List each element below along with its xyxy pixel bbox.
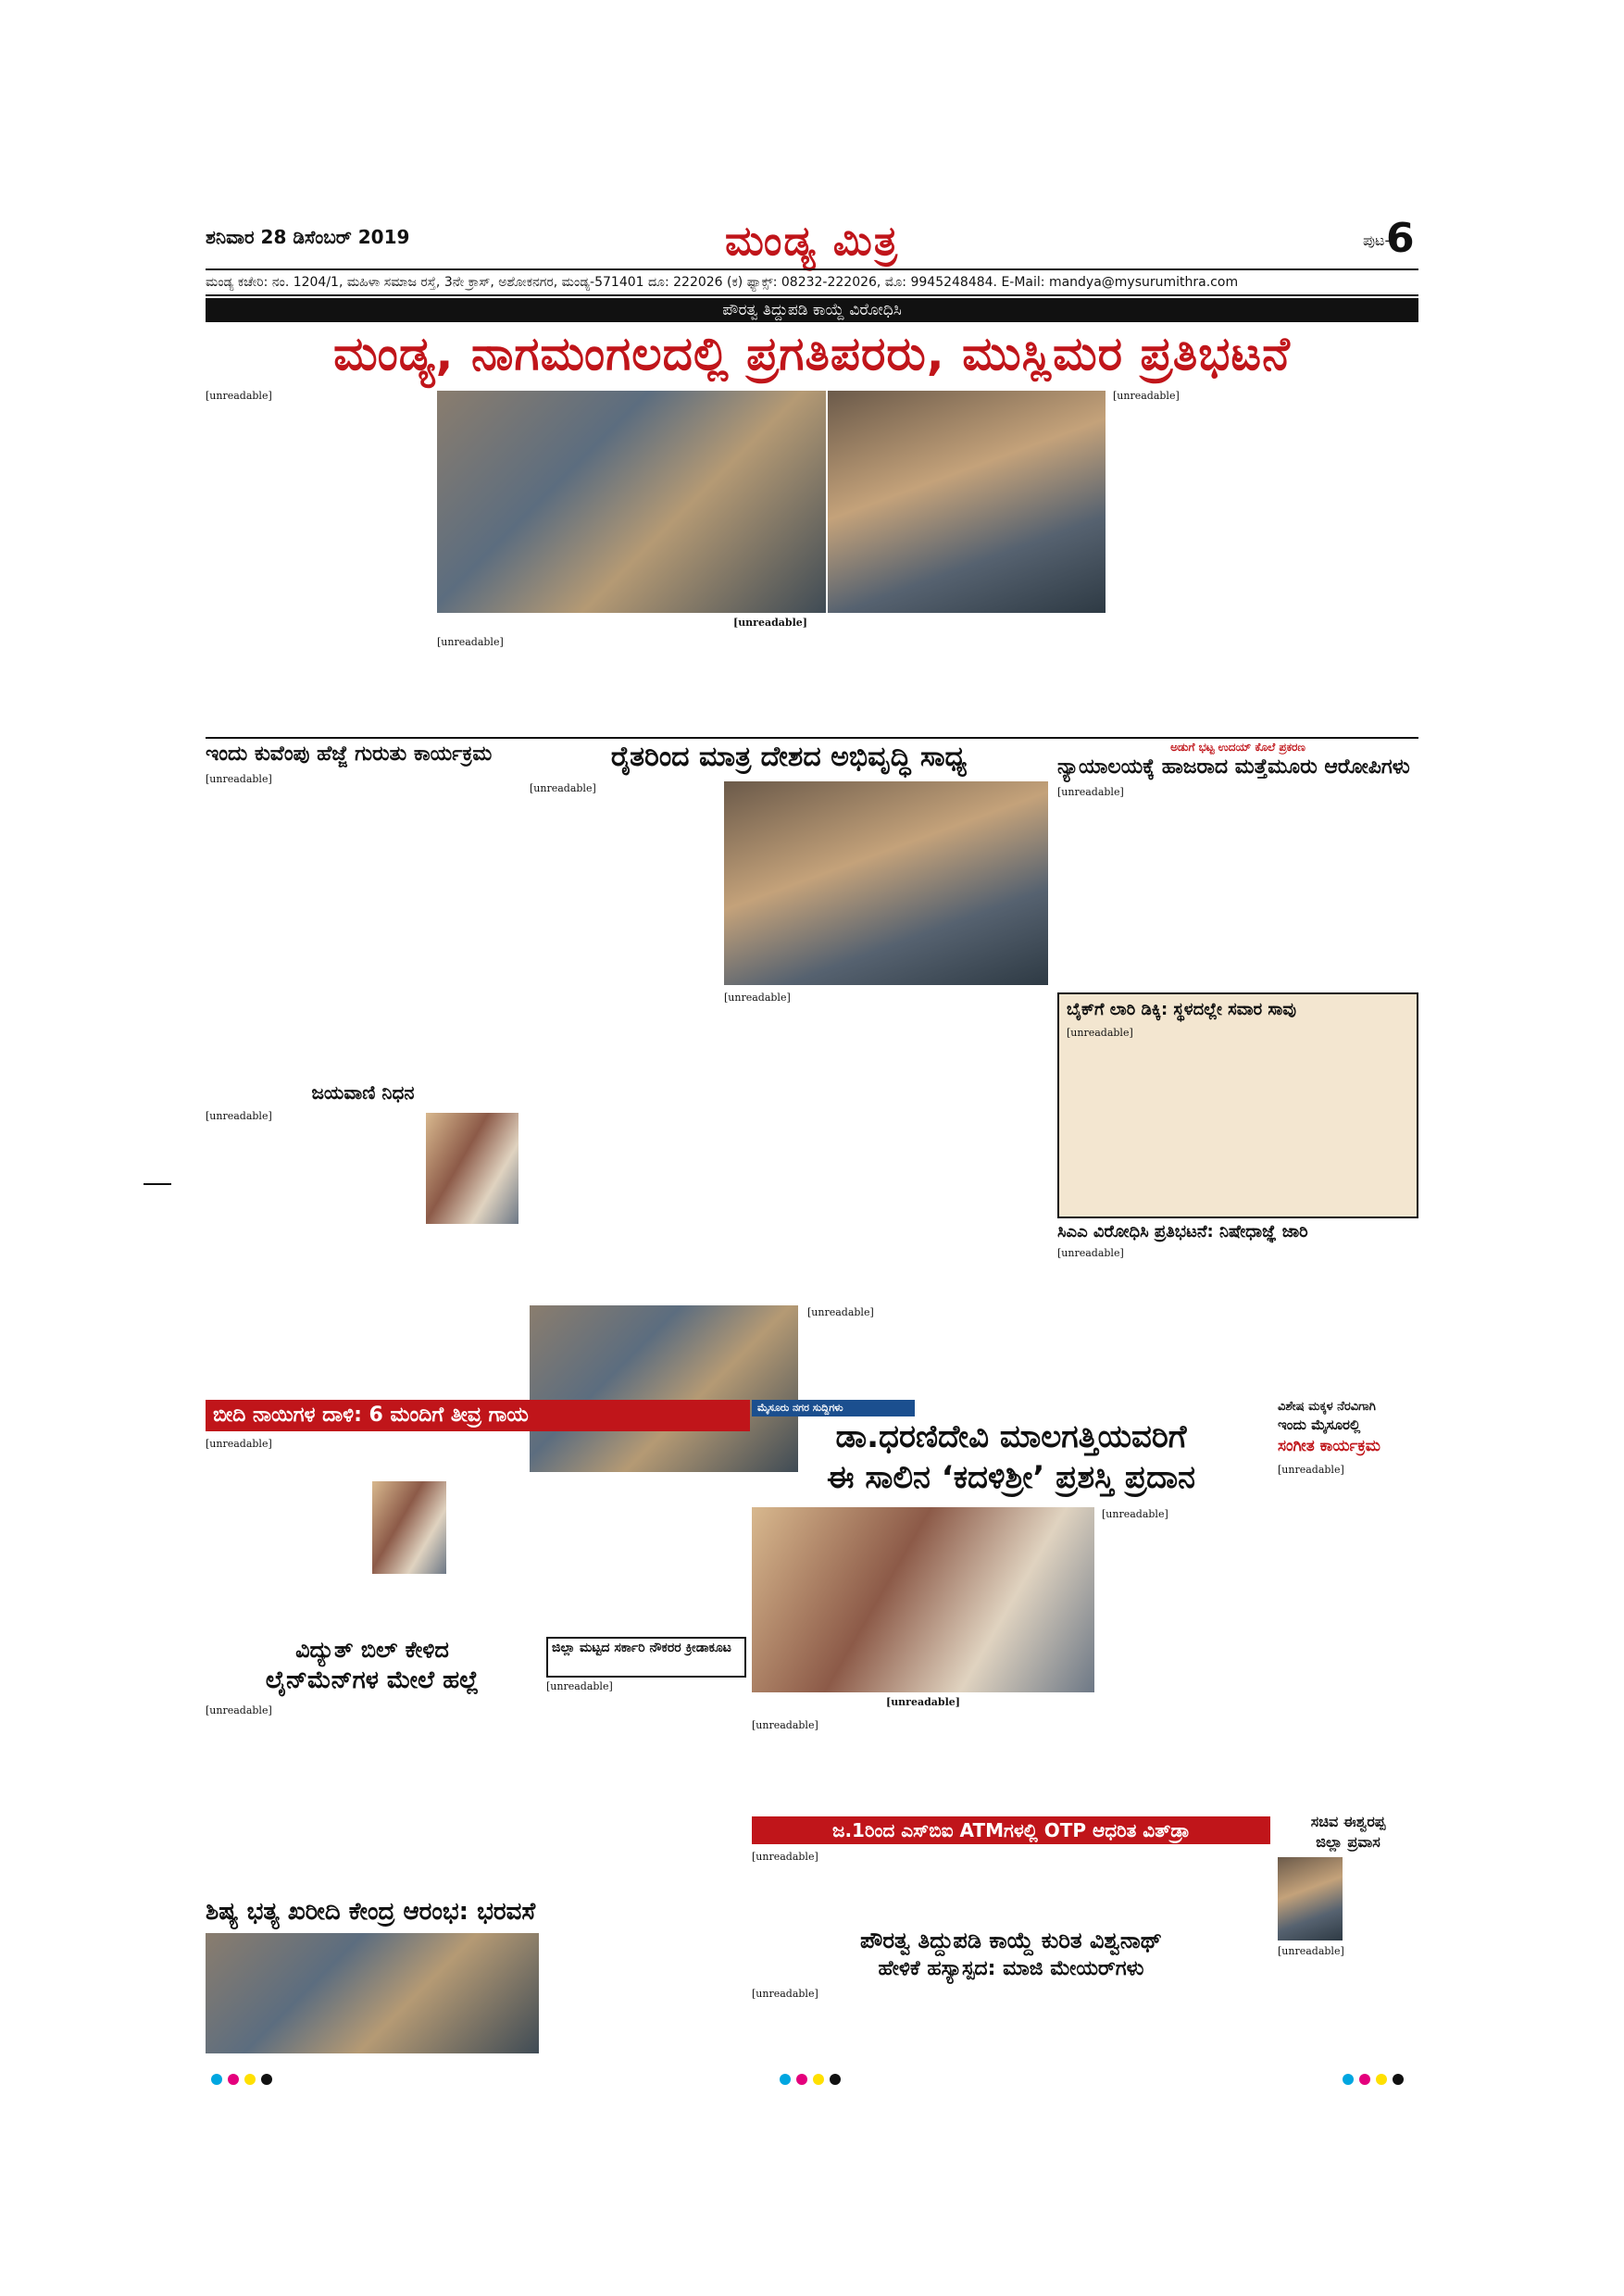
magenta-dot bbox=[228, 2074, 239, 2085]
lead-body-right: [unreadable] bbox=[1113, 390, 1180, 402]
lorry-body: [unreadable] bbox=[1067, 1027, 1133, 1039]
lead-kicker: ಪೌರತ್ವ ತಿದ್ದುಪಡಿ ಕಾಯ್ದೆ ವಿರೋಧಿಸಿ bbox=[206, 298, 1418, 322]
black-dot bbox=[261, 2074, 272, 2085]
stray-dogs-body: [unreadable] bbox=[206, 1438, 272, 1450]
lead-headline: ಮಂಡ್ಯ, ನಾಗಮಂಗಲದಲ್ಲಿ ಪ್ರಗತಿಪರರು, ಮುಸ್ಲಿಮರ ಪ್ರತಿಭಟನೆ bbox=[333, 327, 1291, 381]
court-headline: ನ್ಯಾಯಾಲಯಕ್ಕೆ ಹಾಜರಾದ ಮತ್ತೆಮೂರು ಆರೋಪಿಗಳು bbox=[1057, 755, 1410, 779]
farmers-body: [unreadable] bbox=[530, 782, 596, 794]
page-label: ಪುಟ- bbox=[1363, 231, 1391, 249]
award-headline-1: ಡಾ.ಧರಣಿದೇವಿ ಮಾಲಗತ್ತಿಯವರಿಗೆ bbox=[835, 1418, 1187, 1455]
court-body: [unreadable] bbox=[1057, 786, 1124, 798]
sports-body: [unreadable] bbox=[546, 1680, 613, 1692]
jayavani-headline: ಜಯವಾಣಿ ನಿಧನ bbox=[311, 1081, 415, 1104]
calendar-body: [unreadable] bbox=[807, 1306, 874, 1318]
music-headline: ಸಂಗೀತ ಕಾರ್ಯಕ್ರಮ bbox=[1278, 1437, 1380, 1455]
award-caption: [unreadable] bbox=[885, 1696, 960, 1708]
jayavani-body: [unreadable] bbox=[206, 1110, 272, 1122]
music-kicker-1: ವಿಶೇಷ ಮಕ್ಕಳ ನೆರವಿಗಾಗಿ bbox=[1278, 1400, 1376, 1414]
stray-dogs-photo bbox=[372, 1481, 446, 1574]
farmers-body-2: [unreadable] bbox=[724, 992, 791, 1004]
lineman-body: [unreadable] bbox=[206, 1704, 272, 1716]
cyan-dot bbox=[1343, 2074, 1354, 2085]
music-kicker-2: ಇಂದು ಮೈಸೂರಲ್ಲಿ bbox=[1278, 1416, 1361, 1433]
cyan-dot bbox=[780, 2074, 791, 2085]
minister-headline-2: ಜಿಲ್ಲಾ ಪ್ರವಾಸ bbox=[1316, 1833, 1380, 1851]
stray-dogs-headline: ಬೀದಿ ನಾಯಿಗಳ ದಾಳಿ: 6 ಮಂದಿಗೆ ತೀವ್ರ ಗಾಯ bbox=[206, 1400, 750, 1431]
minister-body: [unreadable] bbox=[1278, 1945, 1344, 1957]
magenta-dot bbox=[1359, 2074, 1370, 2085]
issue-date: ಶನಿವಾರ 28 ಡಿಸೆಂಬರ್ 2019 bbox=[206, 226, 410, 248]
kuvempu-headline: ಇಂದು ಕುವೆಂಪು ಹೆಜ್ಜೆ ಗುರುತು ಕಾರ್ಯಕ್ರಮ bbox=[206, 742, 493, 766]
lead-body-left: [unreadable] bbox=[206, 390, 272, 402]
yellow-dot bbox=[244, 2074, 256, 2085]
black-dot bbox=[830, 2074, 841, 2085]
page-number: 6 bbox=[1386, 215, 1415, 262]
vishwanath-headline-2: ಹೇಳಿಕೆ ಹಸ್ಯಾಸ್ಪದ: ಮಾಜಿ ಮೇಯರ್‌ಗಳು bbox=[878, 1957, 1144, 1980]
atm-headline: ಜ.1ರಿಂದ ಎಸ್‌ಬಿಐ ATMಗಳಲ್ಲಿ OTP ಆಧರಿತ ವಿತ್‌ಡ್ರಾ bbox=[752, 1816, 1270, 1844]
farmers-photo bbox=[724, 781, 1048, 985]
award-headline-2: ಈ ಸಾಲಿನ ‘ಕದಳಿಶ್ರೀ’ ಪ್ರಶಸ್ತಿ ಪ್ರದಾನ bbox=[826, 1459, 1196, 1496]
magenta-dot bbox=[796, 2074, 807, 2085]
scholarship-photo bbox=[206, 1933, 539, 2053]
lorry-headline: ಬೈಕ್‌ಗೆ ಲಾರಿ ಡಿಕ್ಕಿ: ಸ್ಥಳದಲ್ಲೇ ಸವಾರ ಸಾವು bbox=[1067, 1000, 1297, 1019]
lead-photo-protest bbox=[437, 391, 826, 613]
yellow-dot bbox=[1376, 2074, 1387, 2085]
atm-body: [unreadable] bbox=[752, 1851, 818, 1863]
jayavani-portrait bbox=[426, 1113, 518, 1224]
caa-ban-body: [unreadable] bbox=[1057, 1247, 1124, 1259]
newspaper-title: ಮಂಡ್ಯ ಮಿತ್ರ bbox=[725, 217, 899, 265]
registration-dots-center bbox=[780, 2074, 841, 2085]
registration-dots-right bbox=[1343, 2074, 1404, 2085]
minister-portrait bbox=[1278, 1857, 1343, 1940]
court-kicker: ಅಡುಗೆ ಭಟ್ಟ ಉದಯ್ ಕೊಲೆ ಪ್ರಕರಣ bbox=[1170, 741, 1305, 754]
sports-headline: ಜಿಲ್ಲಾ ಮಟ್ಟದ ಸರ್ಕಾರಿ ನೌಕರರ ಕ್ರೀಡಾಕೂಟ bbox=[552, 1641, 731, 1655]
kuvempu-body: [unreadable] bbox=[206, 773, 272, 785]
caa-ban-headline: ಸಿಎಎ ವಿರೋಧಿಸಿ ಪ್ರತಿಭಟನೆ: ನಿಷೇಧಾಜ್ಞೆ ಜಾರಿ bbox=[1057, 1222, 1308, 1242]
vishwanath-body: [unreadable] bbox=[752, 1988, 818, 2000]
newspaper-page bbox=[206, 213, 1418, 2065]
lead-photo-memorandum bbox=[828, 391, 1106, 613]
lineman-headline-1: ವಿದ್ಯುತ್ ಬಿಲ್ ಕೇಳಿದ bbox=[295, 1637, 449, 1663]
farmers-headline: ರೈತರಿಂದ ಮಾತ್ರ ದೇಶದ ಅಭಿವೃದ್ಧಿ ಸಾಧ್ಯ bbox=[610, 741, 968, 773]
minister-headline-1: ಸಚಿವ ಈಶ್ವರಪ್ಪ bbox=[1310, 1813, 1386, 1830]
yellow-dot bbox=[813, 2074, 824, 2085]
masthead bbox=[206, 213, 1418, 268]
cyan-dot bbox=[211, 2074, 222, 2085]
lead-photo-caption: [unreadable] bbox=[732, 617, 807, 629]
award-body: [unreadable] bbox=[1102, 1508, 1168, 1520]
mysuru-section-tag: ಮೈಸೂರು ನಗರ ಸುದ್ದಿಗಳು bbox=[752, 1400, 915, 1416]
award-body-2: [unreadable] bbox=[752, 1719, 818, 1731]
music-body: [unreadable] bbox=[1278, 1464, 1344, 1476]
registration-dots-left bbox=[211, 2074, 272, 2085]
black-dot bbox=[1393, 2074, 1404, 2085]
vishwanath-headline-1: ಪೌರತ್ವ ತಿದ್ದುಪಡಿ ಕಾಯ್ದೆ ಕುರಿತ ವಿಶ್ವನಾಥ್ bbox=[860, 1928, 1162, 1953]
office-address: ಮಂಡ್ಯ ಕಚೇರಿ: ನಂ. 1204/1, ಮಹಿಳಾ ಸಮಾಜ ರಸ್ತೆ, 3ನೇ ಕ್ರಾಸ್, ಅಶೋಕನಗರ, ಮಂಡ್ಯ-571401 ದೂ: 222026 (ಕ) ಫ್ಯಾಕ್ಸ್: 08232-222026, ಮೊ: 9945248484. E-Mail: mandya@mysurumithra.com bbox=[206, 268, 1418, 296]
divider bbox=[206, 737, 1418, 739]
scholarship-headline: ಶಿಷ್ಯ ಭತ್ಯ ಖರೀದಿ ಕೇಂದ್ರ ಆರಂಭ: ಭರವಸೆ bbox=[206, 1898, 536, 1926]
award-photo bbox=[752, 1507, 1094, 1692]
lineman-headline-2: ಲೈನ್‌ಮೆನ್‌ಗಳ ಮೇಲೆ ಹಲ್ಲೆ bbox=[265, 1666, 480, 1694]
lead-body-bottom: [unreadable] bbox=[437, 636, 504, 648]
margin-mark bbox=[144, 1183, 171, 1185]
